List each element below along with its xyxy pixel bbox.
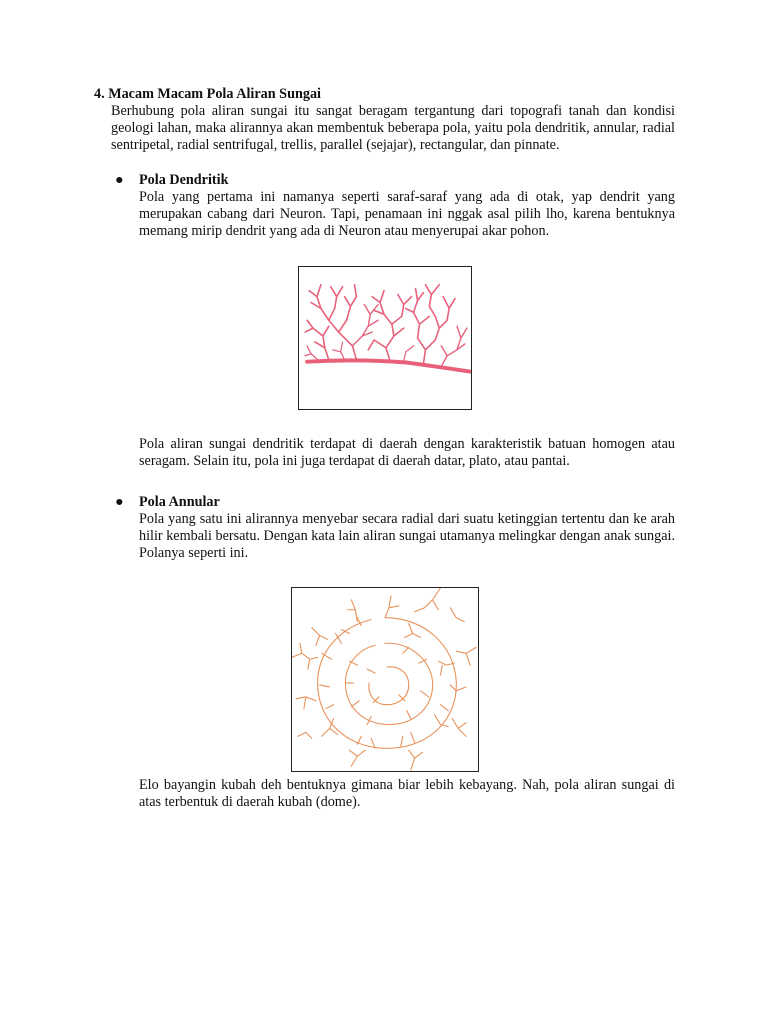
annular-river-illustration [292,588,478,771]
bullet-icon: ● [115,494,124,510]
annular-description: Pola yang satu ini alirannya menyebar secara radial dari suatu ketinggian tertentu dan ke arah hilir kembali bersatu. Dengan kata lain aliran sungai utamanya melingkar dengan anak sungai. Polanya seperti ini. [139,511,675,562]
intro-paragraph: Berhubung pola aliran sungai itu sangat beragam tergantung dari topografi tanah dan kondisi geologi lahan, maka alirannya akan membentuk beberapa pola, yaitu pola dendritik, annular, radial sentripetal, radial sentrifugal, trellis, parallel (sejajar), rectangular, dan pinnate. [111,103,675,154]
bullet-icon: ● [115,172,124,188]
subheading-annular: Pola Annular [139,494,220,510]
dendritic-river-illustration [299,267,471,409]
dendritik-description: Pola yang pertama ini namanya seperti saraf-saraf yang ada di otak, yap dendrit yang merupakan cabang dari Neuron. Tapi, penamaan ini nggak asal pilih lho, karena bentuknya memang mirip dendrit yang ada di Neuron atau menyerupai akar pohon. [139,189,675,240]
section-heading: 4. Macam Macam Pola Aliran Sungai [94,86,321,102]
bullet-annular [115,494,220,511]
subheading-dendritik: Pola Dendritik [139,172,229,188]
annular-pattern-figure [291,587,479,772]
annular-caption: Elo bayangin kubah deh bentuknya gimana biar lebih kebayang. Nah, pola aliran sungai di atas terbentuk di daerah kubah (dome). [139,777,675,811]
dendritic-pattern-figure [298,266,472,410]
bullet-dendritik [115,172,228,189]
dendritik-caption: Pola aliran sungai dendritik terdapat di daerah dengan karakteristik batuan homogen atau seragam. Selain itu, pola ini juga terdapat di daerah datar, plato, atau pantai. [139,436,675,470]
